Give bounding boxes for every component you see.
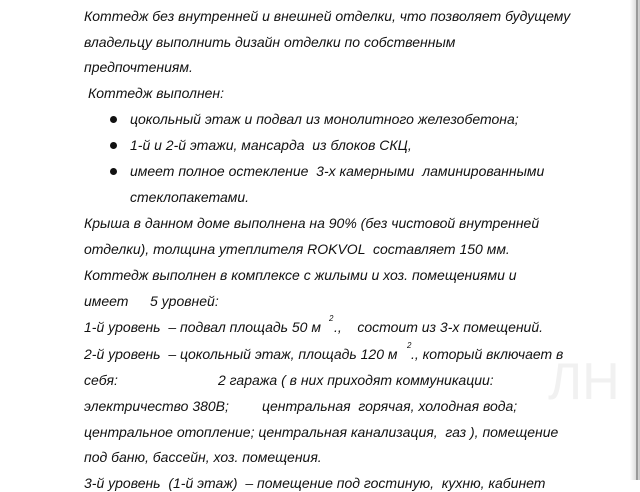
level-3-partial: 3-й уровень (1-й этаж) – помещение под гостиную, кухню, кабинет xyxy=(84,475,546,491)
level-2-h: под баню, бассейн, хоз. помещения. xyxy=(84,449,322,465)
page-edge-line xyxy=(636,0,638,480)
level-2-superscript: 2 xyxy=(407,341,412,350)
level-2-a: 2-й уровень – цокольный этаж, площадь 120 м xyxy=(84,346,398,362)
level-2-b: ., который включает в xyxy=(411,346,564,362)
bullet-item-1: цокольный этаж и подвал из монолитного железобетона; xyxy=(130,111,519,127)
bullet-dot-3 xyxy=(110,168,117,175)
page-edge-shadow xyxy=(630,0,640,480)
watermark: ЛН xyxy=(548,353,620,411)
intro-line-2: владельцу выполнить дизайн отделки по собственным xyxy=(84,34,456,50)
level-2-c: себя: xyxy=(84,372,118,388)
level-1-superscript: 2 xyxy=(329,314,334,323)
roof-line-2: отделки), толщина утеплителя ROKVOL составляет 150 мм. xyxy=(84,241,510,257)
bullet-item-2: 1-й и 2-й этажи, мансарда из блоков СКЦ, xyxy=(130,137,412,153)
bullet-dot-2 xyxy=(110,142,117,149)
intro-line-3: предпочтениям. xyxy=(84,59,193,75)
bullet-item-3: имеет полное остекление 3-х камерными ламинированными xyxy=(130,163,545,179)
level-1-b: ., состоит из 3-х помещений. xyxy=(334,319,544,335)
roof-line-1: Крыша в данном доме выполнена на 90% (без чистовой внутренней xyxy=(84,215,540,231)
level-2-f: центральная горячая, холодная вода; xyxy=(262,398,518,414)
bullet-item-3-continued: стеклопакетами. xyxy=(130,189,250,205)
bullet-dot-1 xyxy=(110,116,117,123)
level-2-e: электричество 380В; xyxy=(84,398,229,414)
complex-line-2a: имеет xyxy=(84,293,129,309)
executed-heading: Коттедж выполнен: xyxy=(88,85,225,101)
level-2-g: центральное отопление; центральная канализация, газ ), помещение xyxy=(84,424,559,440)
complex-line-1: Коттедж выполнен в комплексе с жилыми и хоз. помещениями и xyxy=(84,267,517,283)
complex-line-2b: 5 уровней: xyxy=(150,293,219,309)
intro-line-1: Коттедж без внутренней и внешней отделки, что позволяет будущему xyxy=(84,8,571,24)
level-2-d: 2 гаража ( в них приходят коммуникации: xyxy=(218,372,494,388)
level-1-a: 1-й уровень – подвал площадь 50 м xyxy=(84,319,321,335)
